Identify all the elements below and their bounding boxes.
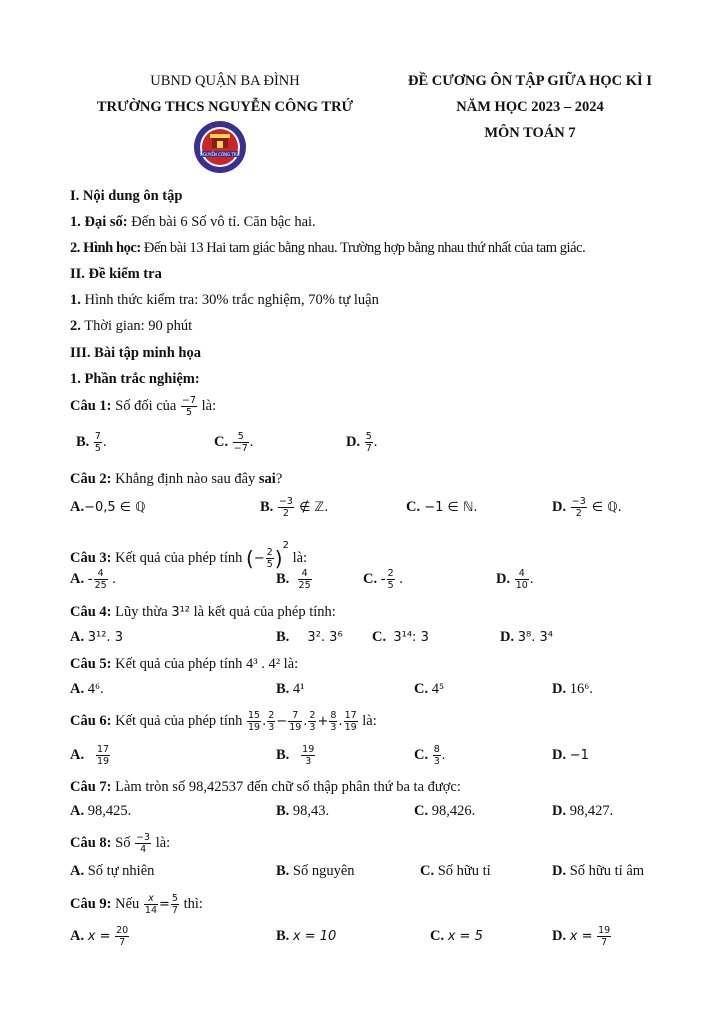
option-c: C. $\frac{8}{3}$ . (414, 744, 446, 768)
option-c: C. 98,426. (414, 803, 476, 819)
option-c: C. Số hữu tỉ (420, 863, 491, 879)
option-b: B. $\frac{7}{5}$ . (76, 431, 107, 455)
option-d: D. $\frac{5}{7}$ . (346, 431, 378, 455)
option-c: C. −1 ∈ ℕ. (406, 499, 478, 515)
section-1-item-2: 2. Hình học: Đến bài 13 Hai tam giác bằng nhau. Trường hợp bằng nhau thứ nhất của tam giác. (70, 240, 586, 256)
question-7-options (70, 800, 670, 824)
option-a: A. x = $\frac{20}{7}$ (70, 925, 129, 949)
section-2-item-2: 2. Thời gian: 90 phút (70, 318, 193, 334)
question-1: Câu 1: Số đối của $\frac{-7}{5}$ là: (70, 395, 217, 418)
section-2-item-1: 1. Hình thức kiểm tra: 30% trắc nghiệm, 70% tự luận (70, 292, 379, 308)
question-6: Câu 6: Kết quả của phép tính $\frac{15}{19}$ . $\frac{2}{3}$ − $\frac{7}{19}$ . $\frac{2}{3}$ + $\frac{8}{3}$ . $\frac{17}{19}$ là: (70, 710, 377, 733)
option-d: D. Số hữu tỉ âm (552, 863, 645, 879)
document-title: ĐỀ CƯƠNG ÔN TẬP GIỮA HỌC KÌ I (408, 73, 652, 89)
question-6-options (70, 744, 670, 768)
option-b: B. 98,43. (276, 803, 330, 819)
option-b: B. 4¹ (276, 681, 305, 697)
option-a: A.−0,5 ∈ ℚ (70, 499, 146, 515)
option-d: D. 16⁶. (552, 681, 593, 697)
option-d: D. x = $\frac{19}{7}$ (552, 925, 611, 949)
option-c: C. x = 5 (430, 928, 483, 944)
option-d: D. −1 (552, 747, 589, 763)
question-7: Câu 7: Làm tròn số 98,42537 đến chữ số thập phân thứ ba ta được: (70, 779, 461, 795)
question-4: Câu 4: Lũy thừa 3¹² là kết quả của phép tính: (70, 604, 336, 620)
question-3-options (70, 568, 670, 592)
section-3-title: III. Bài tập minh họa (70, 345, 201, 361)
option-a: A. 98,425. (70, 803, 132, 819)
option-c: C. 4⁵ (414, 681, 445, 697)
option-a: A. - $\frac{4}{25}$ . (70, 568, 116, 592)
question-9-options (70, 925, 670, 949)
option-c: C. - $\frac{2}{5}$ . (363, 568, 403, 592)
question-8-options (70, 860, 670, 884)
option-b: B. $\frac{-3}{2}$ ∉ ℤ. (260, 496, 329, 520)
option-b: B. Số nguyên (276, 863, 355, 879)
school-logo (193, 120, 247, 174)
option-a: A. Số tự nhiên (70, 863, 155, 879)
question-5-options (70, 678, 670, 702)
question-1-options (70, 431, 670, 455)
option-d: D. 3⁸. 3⁴ (500, 629, 553, 645)
option-d: D. 98,427. (552, 803, 614, 819)
question-2-options (70, 496, 670, 520)
question-8: Câu 8: Số $\frac{-3}{4}$ là: (70, 832, 171, 855)
option-a: A. 3¹². 3 (70, 629, 123, 645)
option-c: C. $\frac{5}{-7}$ . (214, 431, 254, 455)
option-b: B. x = 10 (276, 928, 337, 944)
option-b: B. 3². 3⁶ (276, 629, 343, 645)
question-5: Câu 5: Kết quả của phép tính 4³ . 4² là: (70, 656, 299, 672)
district-name: UBND QUẬN BA ĐÌNH (150, 73, 300, 89)
logo-text: NGUYỄN CÔNG TRỨ (199, 152, 241, 157)
option-a: A. $\frac{17}{19}$ (70, 744, 110, 768)
option-c: C. 3¹⁴: 3 (372, 629, 429, 645)
question-2: Câu 2: Khẳng định nào sau đây sai? (70, 471, 283, 487)
section-3-subtitle: 1. Phần trắc nghiệm: (70, 371, 200, 387)
question-3: Câu 3: Kết quả của phép tính (− $\frac{2}{5}$ )$^2$ là: (70, 540, 308, 571)
option-b: B. $\frac{19}{3}$ (276, 744, 315, 768)
option-a: A. 4⁶. (70, 681, 104, 697)
question-9: Câu 9: Nếu $\frac{x}{14}$ = $\frac{5}{7}$ thì: (70, 893, 203, 916)
question-4-options (70, 626, 670, 650)
option-d: D. $\frac{4}{10}$ . (496, 568, 534, 592)
section-2-title: II. Đề kiểm tra (70, 266, 162, 282)
section-1-title: I. Nội dung ôn tập (70, 188, 183, 204)
school-name: TRƯỜNG THCS NGUYỄN CÔNG TRỨ (96, 99, 354, 115)
option-b: B. $\frac{4}{25}$ (276, 568, 311, 592)
school-year: NĂM HỌC 2023 – 2024 (456, 99, 604, 115)
subject: MÔN TOÁN 7 (484, 125, 576, 141)
section-1-item-1: 1. Đại số: Đến bài 6 Số vô tỉ. Căn bậc hai. (70, 214, 316, 230)
option-d: D. $\frac{-3}{2}$ ∈ ℚ. (552, 496, 622, 520)
